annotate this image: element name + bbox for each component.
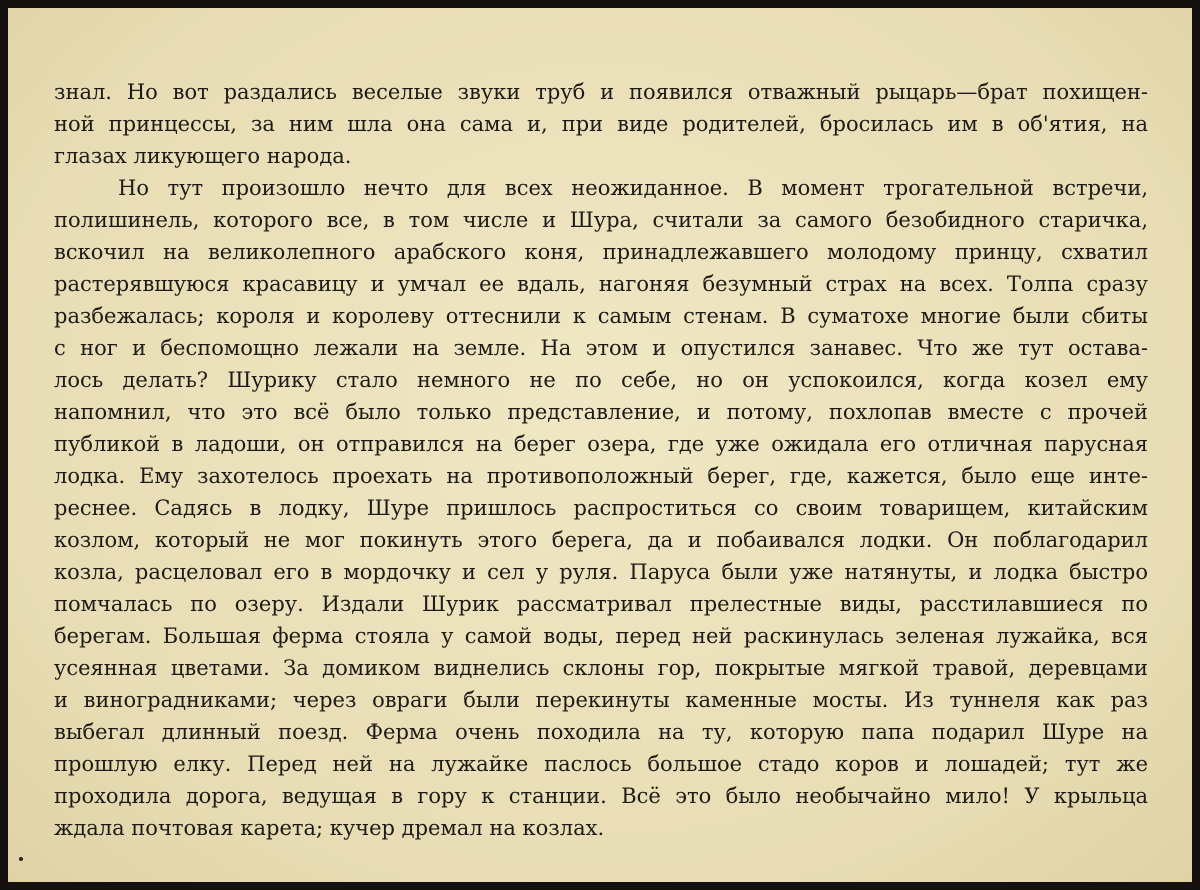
text-line: ной принцессы, за ним шла она сама и, при виде родителей, бросилась им в об'ятия, на (54, 112, 1148, 136)
ink-speck (19, 857, 23, 861)
text-line: глазах ликующего народа. (54, 144, 352, 168)
text-line: реснее. Садясь в лодку, Шуре пришлось распроститься со своим товарищем, китайским (54, 496, 1148, 520)
text-line: выбегал длинный поезд. Ферма очень походила на ту, которую папа подарил Шуре на (54, 720, 1148, 744)
text-line: с ног и беспомощно лежали на земле. На этом и опустился занавес. Что же тут остава- (54, 336, 1148, 360)
text-line: напомнил, что это всё было только представление, и потому, похлопав вместе с прочей (54, 400, 1148, 424)
text-line: берегам. Большая ферма стояла у самой воды, перед ней раскинулась зеленая лужайка, вся (54, 624, 1148, 648)
scanned-page (8, 8, 1192, 882)
text-line: растерявшуюся красавицу и умчал ее вдаль, нагоняя безумный страх на всех. Толпа сразу (54, 272, 1148, 296)
text-line: козлом, который не мог покинуть этого берега, да и побаивался лодки. Он поблагодарил (54, 528, 1148, 552)
text-line: публикой в ладоши, он отправился на берег озера, где уже ожидала его отличная парусная (54, 432, 1148, 456)
text-line: вскочил на великолепного арабского коня, принадлежавшего молодому принцу, схватил (54, 240, 1148, 264)
text-line: ждала почтовая карета; кучер дремал на козлах. (54, 816, 605, 840)
text-line: прошлую елку. Перед ней на лужайке паслось большое стадо коров и лошадей; тут же (54, 752, 1148, 776)
text-line: проходила дорога, ведущая в гору к станции. Всё это было необычайно мило! У крыльца (54, 784, 1148, 808)
text-line: и виноградниками; через овраги были перекинуты каменные мосты. Из туннеля как раз (54, 688, 1148, 712)
text-line: козла, расцеловал его в мордочку и сел у руля. Паруса были уже натянуты, и лодка быстро (54, 560, 1148, 584)
text-line: Но тут произошло нечто для всех неожиданное. В момент трогательной встречи, (118, 176, 1148, 200)
text-line: лодка. Ему захотелось проехать на противоположный берег, где, кажется, было еще инте- (54, 464, 1148, 488)
text-line: знал. Но вот раздались веселые звуки труб и появился отважный рыцарь—брат похищен- (54, 80, 1148, 104)
text-line: полишинель, которого все, в том числе и Шура, считали за самого безобидного старичка, (54, 208, 1148, 232)
text-line: разбежалась; короля и королеву оттеснили к самым стенам. В суматохе многие были сбиты (54, 304, 1148, 328)
text-line: помчалась по озеру. Издали Шурик рассматривал прелестные виды, расстилавшиеся по (54, 592, 1148, 616)
body-text (54, 76, 1148, 844)
text-line: усеянная цветами. За домиком виднелись склоны гор, покрытые мягкой травой, деревцами (54, 656, 1148, 680)
text-line: лось делать? Шурику стало немного не по себе, но он успокоился, когда козел ему (54, 368, 1148, 392)
